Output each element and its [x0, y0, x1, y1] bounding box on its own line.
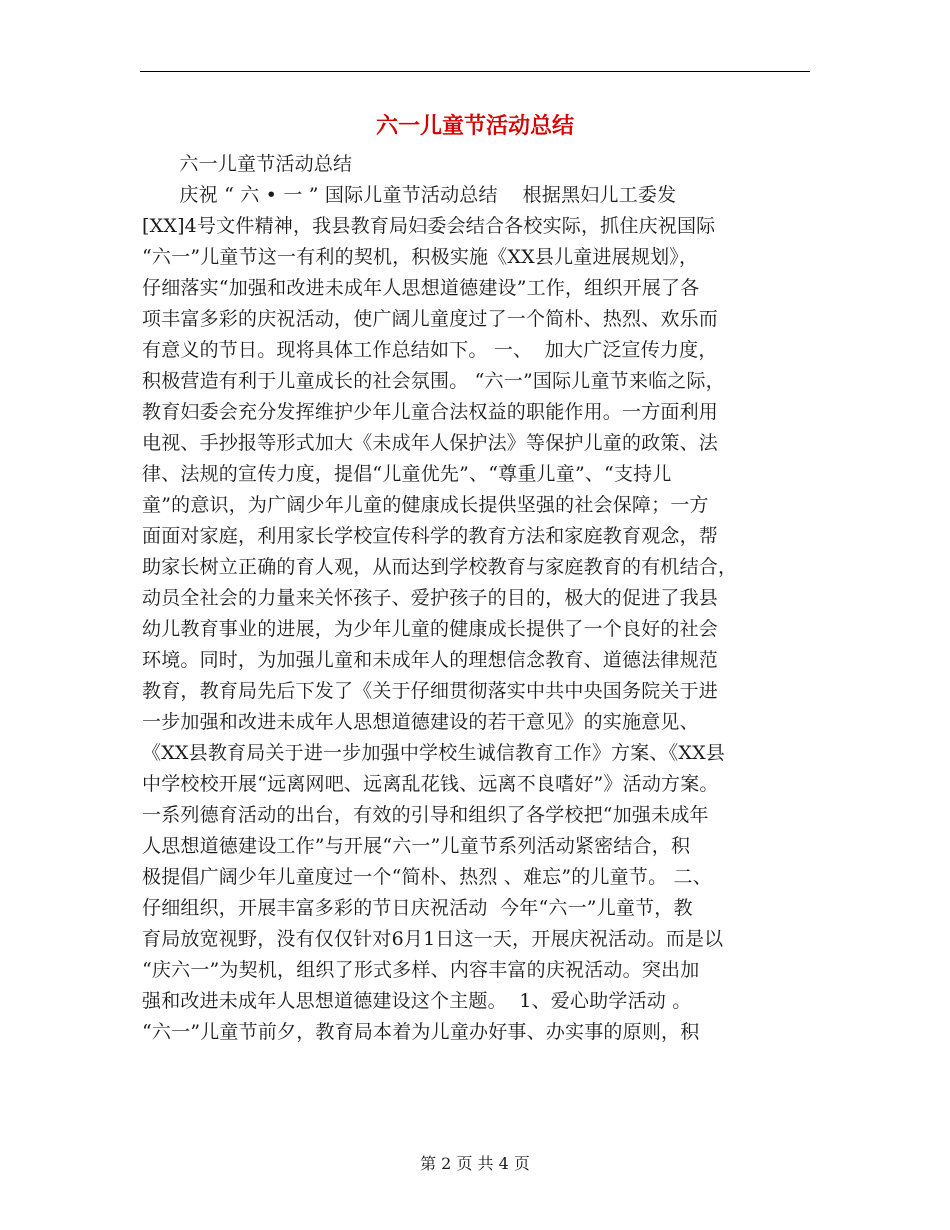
body-line: 有意义的节日。现将具体工作总结如下。 一、 加大广泛宣传力度，	[142, 339, 718, 361]
document-body	[142, 149, 822, 1048]
body-line: 强和改进未成年人思想道德建设这个主题。 1、爱心助学活动 。	[142, 990, 692, 1012]
body-line: [XX]4号文件精神，我县教育局妇委会结合各校实际，抓住庆祝国际	[142, 215, 716, 237]
body-line: 六一儿童节活动总结	[142, 153, 353, 175]
body-line: 环境。同时，为加强儿童和未成年人的理想信念教育、道德法律规范	[142, 649, 719, 671]
body-line: 教育，教育局先后下发了《关于仔细贯彻落实中共中央国务院关于进	[142, 680, 719, 702]
body-line: 电视、手抄报等形式加大《未成年人保护法》等保护儿童的政策、法	[142, 432, 719, 454]
body-line: 项丰富多彩的庆祝活动，使广阔儿童度过了一个简朴、热烈、欢乐而	[142, 308, 719, 330]
body-line: 《XX县教育局关于进一步加强中学校生诚信教育工作》方案、《XX县	[142, 742, 726, 764]
body-line: 童”的意识，为广阔少年儿童的健康成长提供坚强的社会保障；一方	[142, 494, 709, 516]
body-line: 育局放宽视野，没有仅仅针对6月1日这一天，开展庆祝活动。而是以	[142, 928, 724, 950]
body-line: 仔细组织，开展丰富多彩的节日庆祝活动 今年“六一”儿童节，教	[142, 897, 693, 919]
body-line: 律、法规的宣传力度，提倡“儿童优先”、“尊重儿童”、“支持儿	[142, 463, 672, 485]
body-line: 助家长树立正确的育人观，从而达到学校教育与家庭教育的有机结合，	[142, 556, 738, 578]
body-line: 面面对家庭，利用家长学校宣传科学的教育方法和家庭教育观念，帮	[142, 525, 719, 547]
body-line: 仔细落实“加强和改进未成年人思想道德建设”工作，组织开展了各	[142, 277, 700, 299]
body-line: 极提倡广阔少年儿童度过一个“简朴、热烈 、难忘”的儿童节。 二、	[142, 866, 712, 888]
body-line: 一系列德育活动的出台，有效的引导和组织了各学校把“加强未成年	[142, 804, 709, 826]
body-line: 动员全社会的力量来关怀孩子、爱护孩子的目的，极大的促进了我县	[142, 587, 719, 609]
body-line: 庆祝 “ 六 • 一 ” 国际儿童节活动总结 根据黑妇儿工委发	[142, 184, 677, 206]
header-rule	[140, 71, 810, 72]
body-line: 一步加强和改进未成年人思想道德建设的若干意见》的实施意见、	[142, 711, 699, 733]
body-line: 中学校校开展“远离网吧、远离乱花钱、远离不良嗜好”》活动方案。	[142, 773, 719, 795]
body-line: 幼儿教育事业的进展，为少年儿童的健康成长提供了一个良好的社会	[142, 618, 719, 640]
body-line: “六一”儿童节前夕，教育局本着为儿童办好事、办实事的原则，积	[142, 1021, 700, 1043]
body-line: “六一”儿童节这一有利的契机，积极实施《XX县儿童进展规划》，	[142, 246, 699, 268]
body-line: 教育妇委会充分发挥维护少年儿童合法权益的职能作用。一方面利用	[142, 401, 719, 423]
body-line: 人思想道德建设工作”与开展“六一”儿童节系列活动紧密结合，积	[142, 835, 691, 857]
body-line: “庆六一”为契机，组织了形式多样、内容丰富的庆祝活动。突出加	[142, 959, 700, 981]
document-title: 六一儿童节活动总结	[375, 113, 574, 139]
page-footer: 第 2 页 共 4 页	[420, 1154, 530, 1173]
body-line: 积极营造有利于儿童成长的社会氛围。 “六一”国际儿童节来临之际，	[142, 370, 725, 392]
